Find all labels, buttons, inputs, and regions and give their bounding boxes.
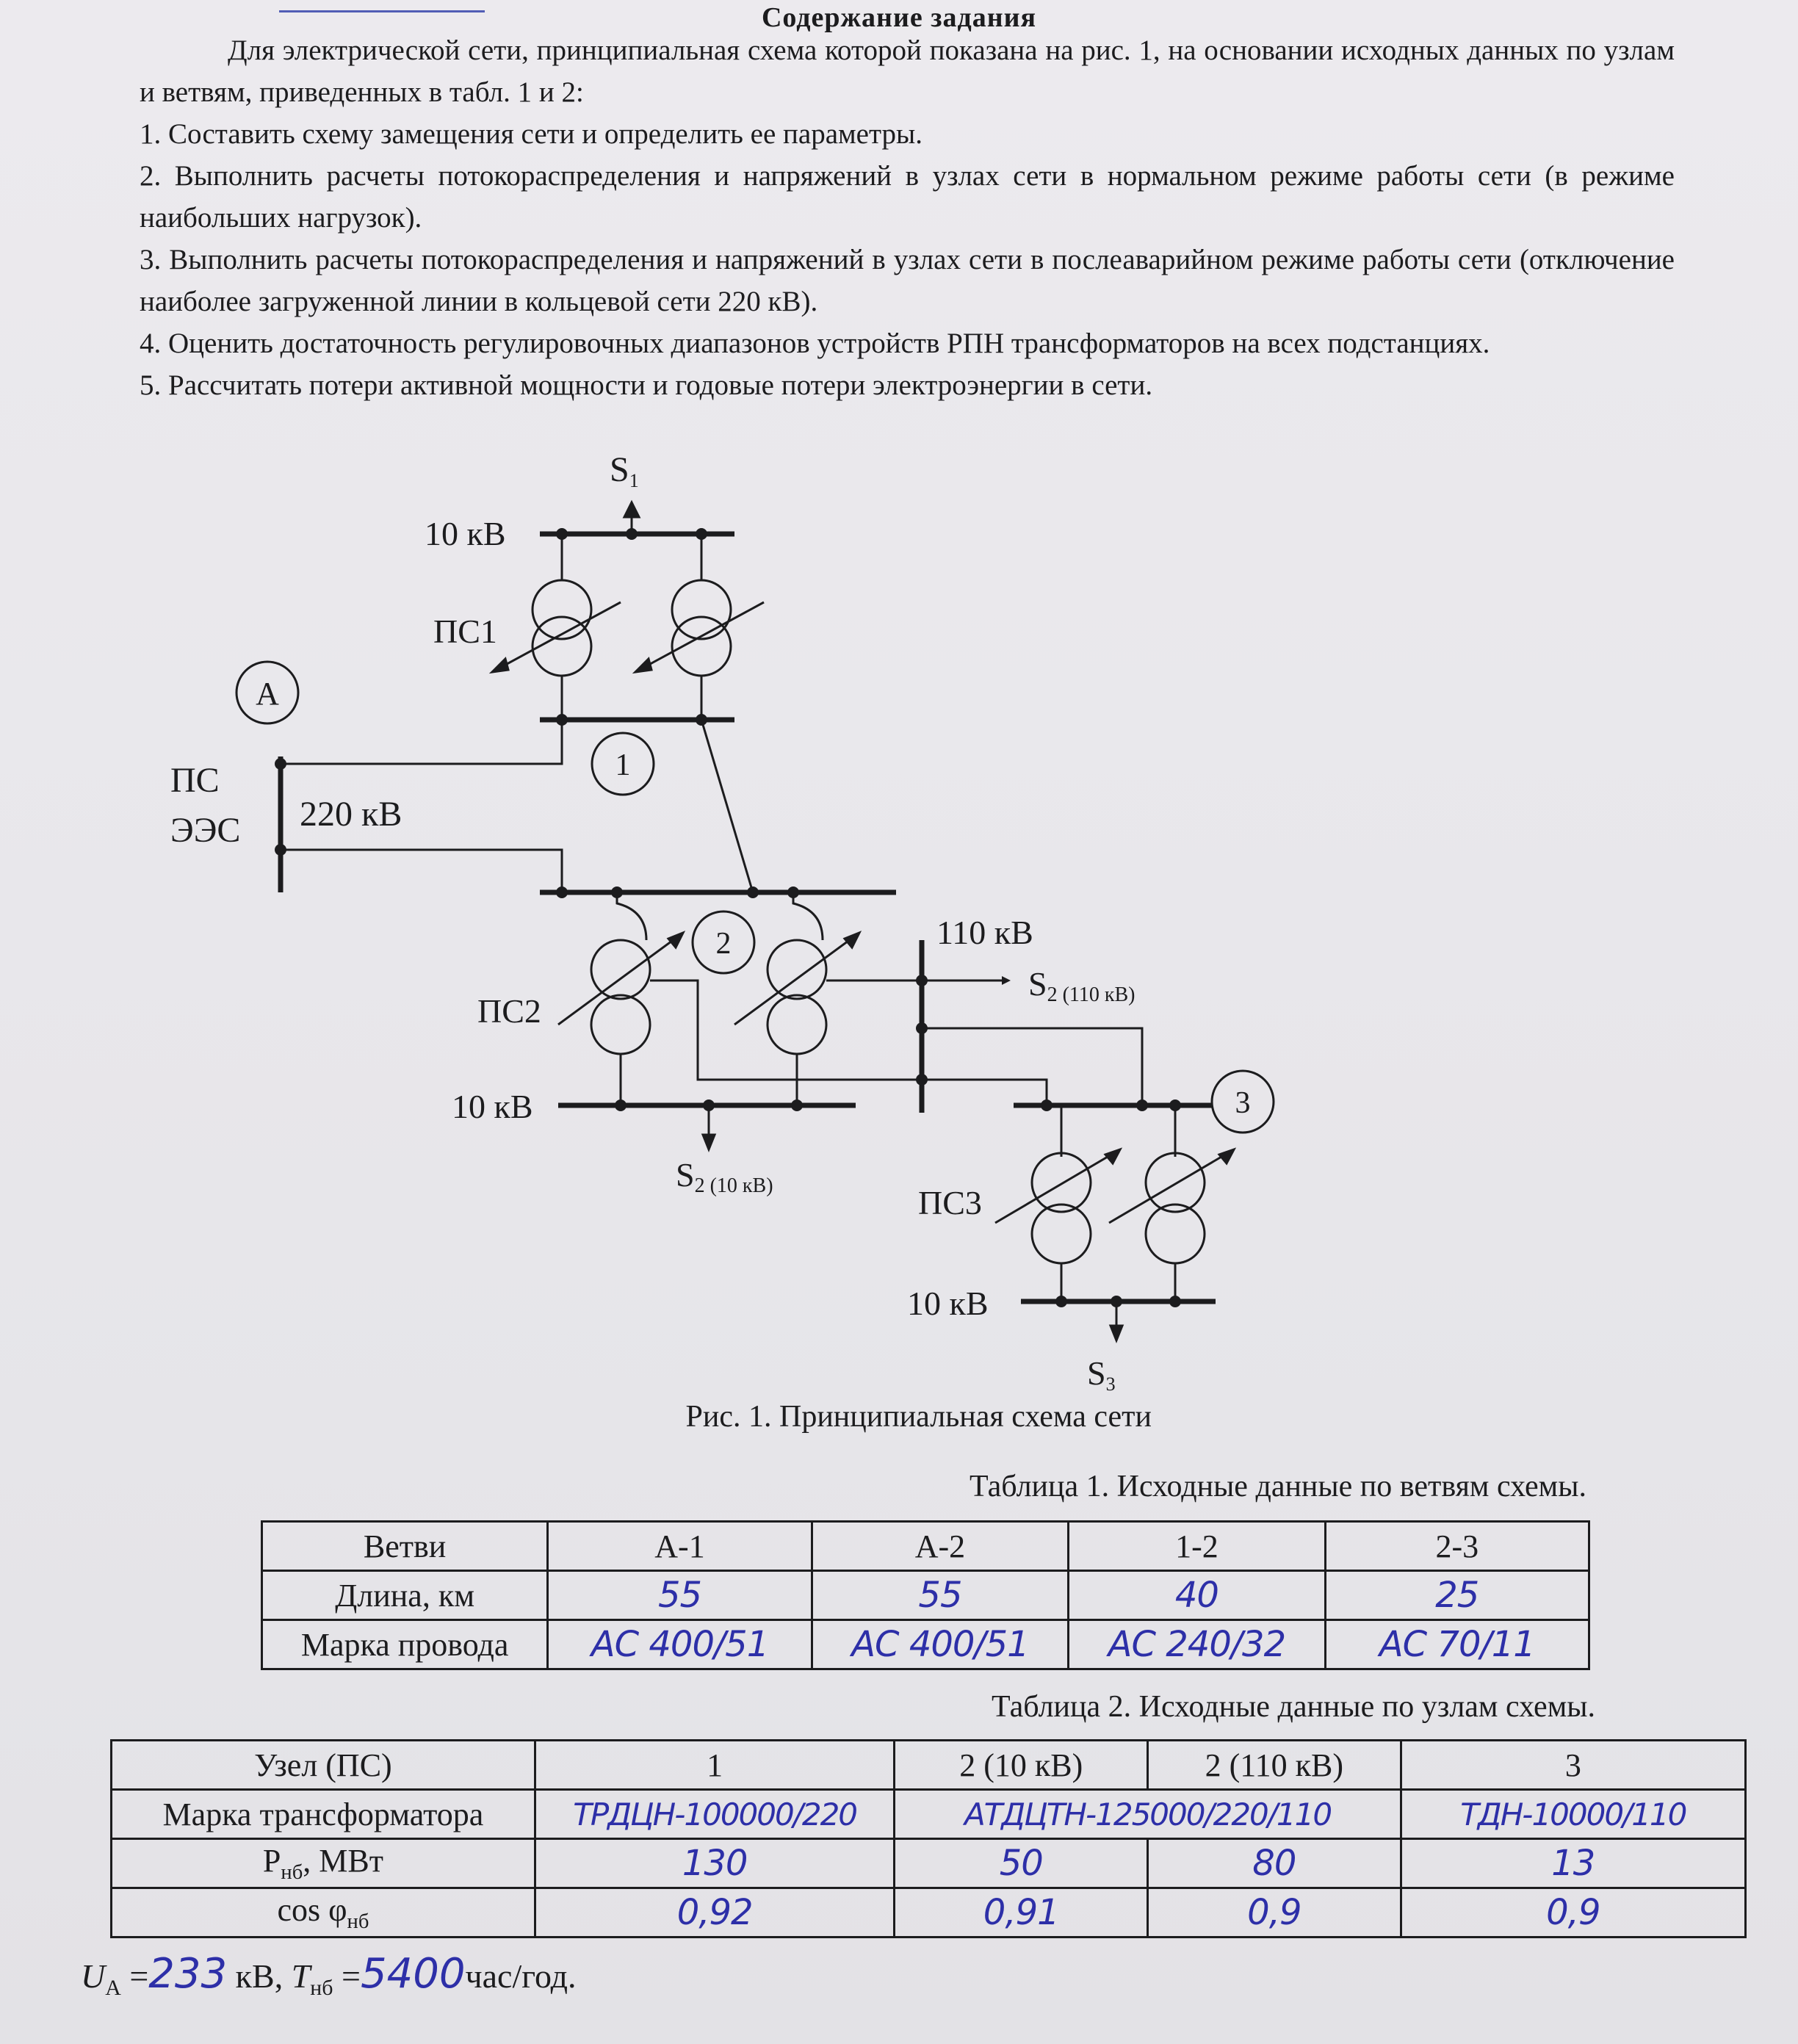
table-header-cell: 1-2 [1069,1522,1325,1571]
table-row-label: Марка трансформатора [112,1790,535,1839]
table-header-cell: Ветви [262,1522,548,1571]
v110-label: 110 кВ [936,914,1033,951]
table-header-cell: 2-3 [1325,1522,1589,1571]
t-unit: час/год. [465,1957,577,1995]
table-header-cell: Узел (ПС) [112,1741,535,1790]
ua-value: 233 [148,1950,228,1998]
table-branches [261,1520,1590,1670]
ps-ees-label-2: ЭЭС [170,811,241,850]
ua-unit: кВ, [227,1957,292,1995]
table-row-label: Марка провода [262,1620,548,1669]
table-row [262,1620,1589,1669]
table-cell: 25 [1325,1571,1589,1620]
node-1-label: 1 [615,748,631,782]
ps3-10kv-label: 10 кВ [907,1285,989,1322]
table-cell: 13 [1401,1839,1745,1888]
node-3-label: 3 [1235,1086,1251,1120]
line-1-2 [701,720,753,892]
t-symbol: T [291,1957,311,1995]
intro-paragraph: Для электрической сети, принципиальная схема которой показана на рис. 1, на основании исходных данных по узлам и ветвям, приведенных в табл. 1 и 2: [140,35,1675,108]
t-equals: = [333,1957,361,1995]
ps2-label: ПС2 [477,992,541,1030]
ps2-transformer-1-winding-top [591,940,650,999]
table-cell: АС 240/32 [1069,1620,1325,1669]
ua-equals: = [120,1957,149,1995]
ps3-transformer-1-winding-top [1032,1153,1091,1212]
table-cell: 0,9 [1148,1888,1401,1938]
table-header-cell: А-1 [548,1522,812,1571]
task-item: 1. Составить схему замещения сети и определить ее параметры. [140,118,923,150]
table-cell: ТДН-10000/110 [1401,1790,1745,1839]
v220-label: 220 кВ [300,795,402,834]
table-cell: 50 [895,1839,1148,1888]
s1-label: S1 [610,450,639,491]
table-header-cell: 2 (10 кВ) [895,1741,1148,1790]
task-item: 4. Оценить достаточность регулировочных диапазонов устройств РПН трансформаторов на всех подстанциях. [140,328,1490,359]
table-cell: АС 400/51 [548,1620,812,1669]
table-cell: 0,91 [895,1888,1148,1938]
line-a-2 [281,850,562,892]
table-cell: 55 [812,1571,1068,1620]
table-2-caption: Таблица 2. Исходные данные по узлам схемы. [992,1690,1595,1724]
s2-10-arrow-icon [703,1135,715,1149]
node-2-label: 2 [715,927,732,961]
task-item: 5. Рассчитать потери активной мощности и годовые потери электроэнергии в сети. [140,369,1153,401]
ps2-transformer-2-winding-top [768,940,826,999]
table-cell: ТРДЦН-100000/220 [535,1790,895,1839]
table-header-cell: А-2 [812,1522,1068,1571]
s3-label: S3 [1087,1354,1116,1395]
table-cell: АС 70/11 [1325,1620,1589,1669]
ua-subscript: А [105,1976,121,2001]
table-cell: 55 [548,1571,812,1620]
table-row [262,1522,1589,1571]
table-1-caption: Таблица 1. Исходные данные по ветвям схемы. [970,1470,1586,1503]
table-cell: 40 [1069,1571,1325,1620]
ps3-transformer-2-winding-bottom [1146,1205,1205,1263]
table-header-cell: 1 [535,1741,895,1790]
s1-arrow-icon [624,502,639,517]
ps2-transformer-2-winding-bottom [768,995,826,1054]
table-nodes [110,1739,1747,1938]
ps-ees-label-1: ПС [170,761,220,800]
table-cell: АТДЦТН-125000/220/110 [895,1790,1401,1839]
ps3-transformer-2-winding-top [1146,1153,1205,1212]
node-a-label: А [256,676,279,712]
ps1-10kv-label: 10 кВ [425,515,506,552]
footer-params [81,1950,577,2001]
table-row-label: Длина, км [262,1571,548,1620]
ps1-label: ПС1 [433,613,497,650]
table-cell: 0,9 [1401,1888,1745,1938]
table-row [112,1790,1746,1839]
table-header-cell: 3 [1401,1741,1745,1790]
table-row-label: $\cos \varphi_{нб}$ [112,1888,535,1938]
ps1-transformer-2-winding-top [672,580,731,639]
ps2-10kv-label: 10 кВ [452,1088,533,1125]
figure-caption: Рис. 1. Принципиальная схема сети [685,1400,1152,1434]
t-subscript: нб [310,1976,333,2001]
line-2-3 [922,1028,1142,1105]
table-row-label: $P_{нб}$, МВт [112,1839,535,1888]
line-a-1 [281,720,562,764]
s2-110-label: S2 (110 кВ) [1028,965,1136,1006]
table-cell: 0,92 [535,1888,895,1938]
ps1-transformer-2-regulation [635,602,764,672]
s3-arrow-icon [1111,1326,1122,1340]
table-row [112,1839,1746,1888]
s2-10-label: S2 (10 кВ) [676,1156,773,1197]
t-value: 5400 [360,1950,466,1998]
task-item: 2. Выполнить расчеты потокораспределения и напряжений в узлах сети в нормальном режиме работы сети (в режиме наибольших нагрузок). [140,160,1675,234]
table-row [112,1741,1746,1790]
ps3-label: ПС3 [918,1184,982,1221]
ps1-transformer-1-regulation [492,602,621,672]
table-cell: АС 400/51 [812,1620,1068,1669]
table-cell: 130 [535,1839,895,1888]
table-cell: 80 [1148,1839,1401,1888]
table-row [262,1571,1589,1620]
ps2-transformer-1-regulation [558,933,683,1025]
ua-symbol: U [81,1957,106,1995]
ps2-transformer-1-winding-bottom [591,995,650,1054]
ps1-transformer-1-winding-top [532,580,591,639]
table-header-cell: 2 (110 кВ) [1148,1741,1401,1790]
page-heading: Содержание задания [761,2,1037,33]
ps3-transformer-1-winding-bottom [1032,1205,1091,1263]
table-row [112,1888,1746,1938]
task-item: 3. Выполнить расчеты потокораспределения и напряжений в узлах сети в послеаварийном режиме работы сети (отключение наиболее загруженной линии в кольцевой сети 220 кВ). [140,244,1675,317]
